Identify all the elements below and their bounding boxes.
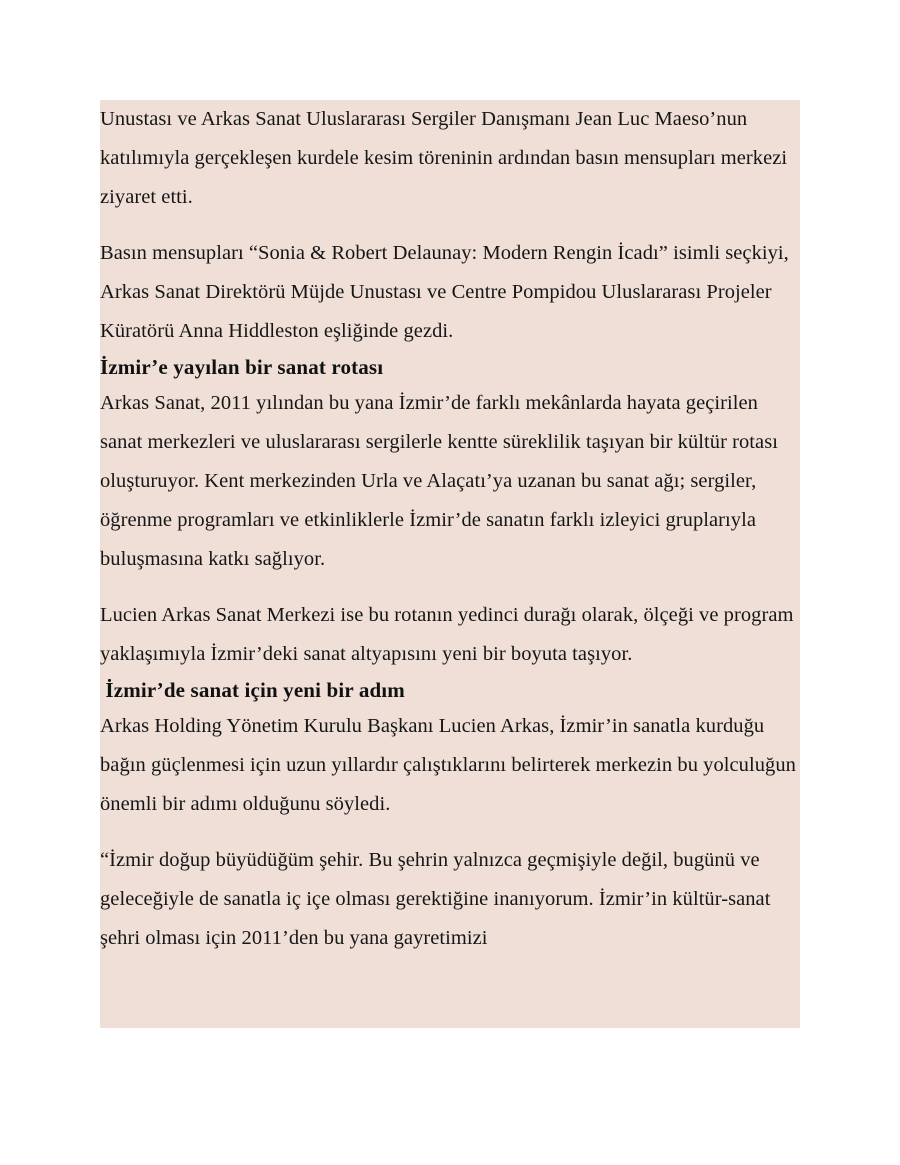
highlighted-article-text-block[interactable]: [100, 100, 800, 1028]
paragraph-5: Arkas Holding Yönetim Kurulu Başkanı Lucien Arkas, İzmir’in sanatla kurduğu bağın güçlenmesi için uzun yıllardır çalıştıklarını belirterek merkezin bu yolculuğun önemli bir adımı olduğunu söyledi.: [100, 715, 796, 815]
paragraph-4: Lucien Arkas Sanat Merkezi ise bu rotanın yedinci durağı olarak, ölçeği ve program yaklaşımıyla İzmir’deki sanat altyapısını yeni bir boyuta taşıyor.: [100, 604, 794, 665]
article-body: [100, 100, 800, 958]
paragraph-3: Arkas Sanat, 2011 yılından bu yana İzmir’de farklı mekânlarda hayata geçirilen sanat merkezleri ve uluslararası sergilerle kentte süreklilik taşıyan bir kültür rotası oluşturuyor. Kent merkezinden Urla ve Alaçatı’ya uzanan bu sanat ağı; sergiler, öğrenme programları ve etkinliklerle İzmir’de sanatın farklı izleyici gruplarıyla buluşmasına katkı sağlıyor.: [100, 392, 778, 570]
paragraph-6-quote: “İzmir doğup büyüdüğüm şehir. Bu şehrin yalnızca geçmişiyle değil, bugünü ve geleceğiyle de sanatla iç içe olması gerektiğine inanıyorum. İzmir’in kültür-sanat şehri olması için 2011’den bu yana gayretimizi: [100, 849, 771, 949]
paragraph-1: Unustası ve Arkas Sanat Uluslararası Sergiler Danışmanı Jean Luc Maeso’nun katılımıyla gerçekleşen kurdele kesim töreninin ardından basın mensupları merkezi ziyaret etti.: [100, 108, 788, 208]
paragraph-2: Basın mensupları “Sonia & Robert Delaunay: Modern Rengin İcadı” isimli seçkiyi, Arkas Sanat Direktörü Müjde Unustası ve Centre Pompidou Uluslararası Projeler Küratörü Anna Hiddleston eşliğinde gezdi.: [100, 242, 789, 342]
section-heading-izmirde-sanat-icin-yeni-bir-adim: İzmir’de sanat için yeni bir adım: [100, 678, 405, 702]
section-heading-izmire-yayilan-bir-sanat-rotasi: İzmir’e yayılan bir sanat rotası: [100, 355, 384, 379]
